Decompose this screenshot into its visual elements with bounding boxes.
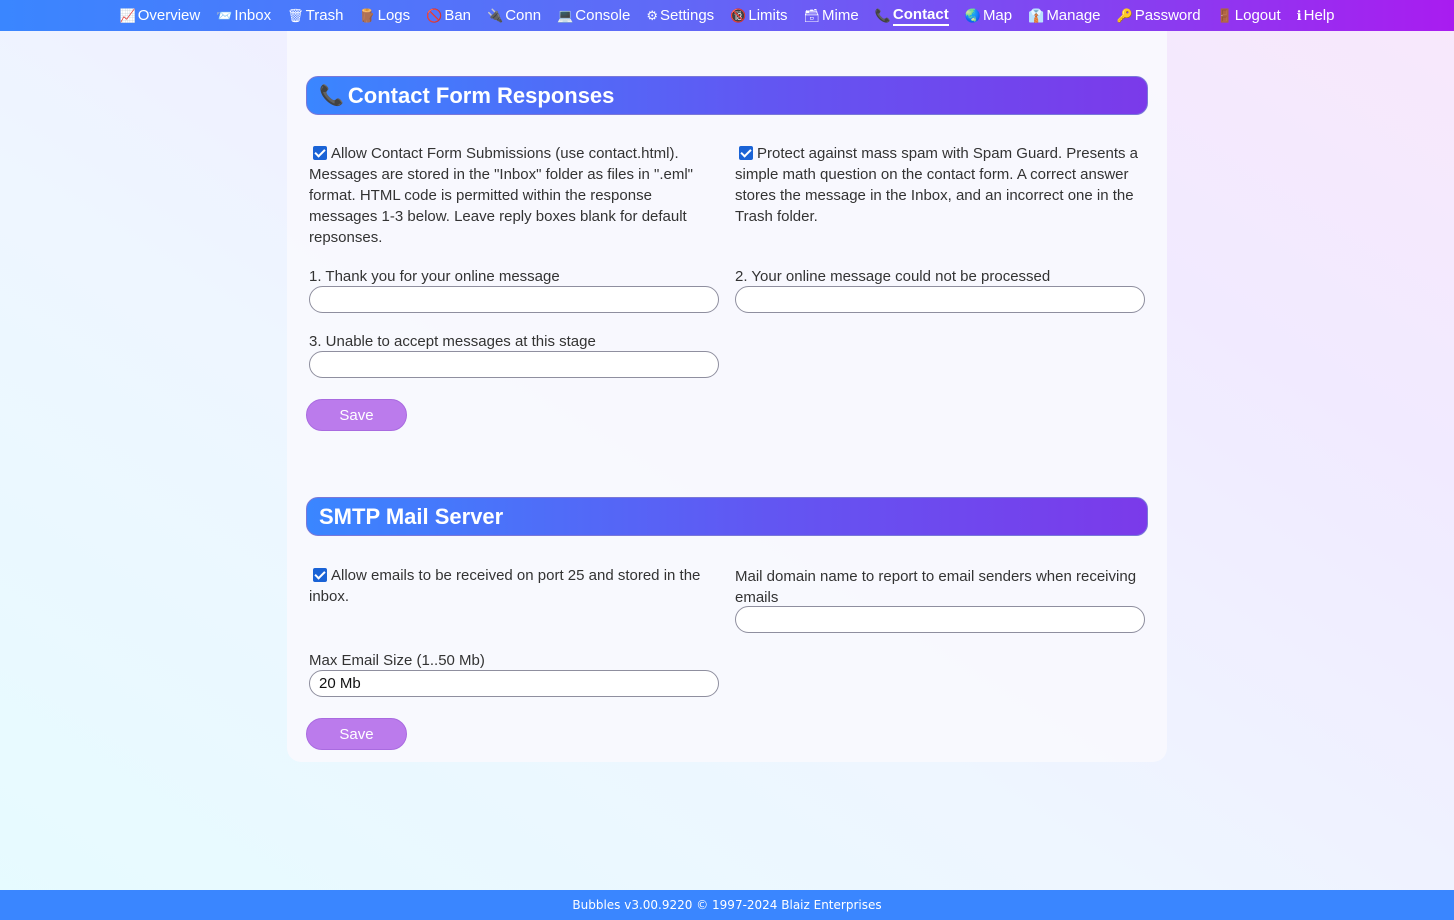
reply1-label: 1. Thank you for your online message: [309, 268, 560, 285]
smtp-save-button[interactable]: Save: [306, 718, 407, 750]
footer: [0, 890, 1454, 920]
nav-logs[interactable]: [351, 0, 418, 31]
reply3-input[interactable]: [309, 351, 719, 378]
smtp-section-header: [306, 497, 1148, 536]
mail-domain-input[interactable]: [735, 606, 1145, 633]
key-icon: 🔑: [1116, 8, 1133, 23]
reply3-label: 3. Unable to accept messages at this stage: [309, 333, 596, 350]
nav-label: Logs: [377, 7, 411, 24]
allow-smtp-option: [309, 565, 719, 607]
nav-mime[interactable]: [796, 0, 867, 31]
nav-console[interactable]: [549, 0, 638, 31]
settings-panel: [287, 31, 1167, 762]
info-icon: ℹ: [1296, 8, 1302, 23]
max-size-input[interactable]: [309, 670, 719, 697]
max-size-label: Max Email Size (1..50 Mb): [309, 652, 485, 669]
nav-label: Settings: [659, 7, 715, 24]
door-icon: 🚪: [1216, 8, 1233, 23]
mail-domain-label: Mail domain name to report to email senders when receiving emails: [735, 568, 1137, 606]
phone-icon: 📞: [874, 8, 891, 23]
allow-contact-text: Allow Contact Form Submissions (use contact.html). Messages are stored in the "Inbox" folder as files in ".eml" format. HTML code is permitted within the response messages 1-3 below. Leave reply boxes blank for default repsonses.: [309, 145, 693, 246]
contact-save-button[interactable]: Save: [306, 399, 407, 431]
nav-password[interactable]: [1109, 0, 1209, 31]
nav-label: Logout: [1234, 7, 1281, 24]
globe-icon: 🌏: [964, 8, 981, 23]
nav-label: Trash: [305, 7, 344, 24]
footer-text: Bubbles v3.00.9220 © 1997-2024 Blaiz Enterprises: [572, 898, 882, 912]
nav-label: Inbox: [234, 7, 272, 24]
nav-overview[interactable]: [112, 0, 209, 31]
log-icon: 🪵: [359, 8, 376, 23]
contact-section-title: Contact Form Responses: [347, 82, 615, 108]
allow-contact-checkbox[interactable]: [313, 146, 327, 160]
nav-label: Contact: [893, 6, 949, 26]
nav-label: Mime: [822, 7, 859, 24]
allow-smtp-text: Allow emails to be received on port 25 and stored in the inbox.: [309, 567, 701, 605]
nav-label: Console: [575, 7, 631, 24]
nav-map[interactable]: [957, 0, 1020, 31]
trash-icon: 🗑: [287, 8, 304, 23]
nav-contact[interactable]: [867, 0, 957, 31]
nav-conn[interactable]: [479, 0, 549, 31]
gear-icon: ⚙: [646, 8, 658, 23]
nav-label: Ban: [444, 7, 472, 24]
nav-label: Help: [1303, 7, 1335, 24]
nav-label: Limits: [748, 7, 788, 24]
nav-label: Manage: [1046, 7, 1101, 24]
nav-inbox[interactable]: [208, 0, 279, 31]
nav-ban[interactable]: [418, 0, 479, 31]
limit-icon: 🔞: [730, 8, 747, 23]
top-nav: [0, 0, 1454, 31]
spam-guard-option: [735, 143, 1145, 227]
nav-label: Overview: [137, 7, 201, 24]
person-icon: 👔: [1028, 8, 1045, 23]
reply2-input[interactable]: [735, 286, 1145, 313]
nav-settings[interactable]: [638, 0, 722, 31]
laptop-icon: 💻: [557, 8, 574, 23]
reply2-label: 2. Your online message could not be processed: [735, 268, 1051, 285]
spam-guard-text: Protect against mass spam with Spam Guard. Presents a simple math question on the contact form. A correct answer stores the message in the Inbox, and an incorrect one in the Trash folder.: [735, 145, 1138, 225]
nav-label: Conn: [505, 7, 542, 24]
ban-icon: 🚫: [426, 8, 443, 23]
contact-section-header: [306, 76, 1148, 115]
allow-smtp-checkbox[interactable]: [313, 568, 327, 582]
nav-help[interactable]: [1289, 0, 1343, 31]
smtp-section-title: SMTP Mail Server: [319, 503, 504, 529]
phone-icon: 📞: [319, 85, 344, 107]
chart-icon: 📈: [119, 8, 136, 23]
nav-label: Map: [982, 7, 1013, 24]
plug-icon: 🔌: [487, 8, 504, 23]
nav-trash[interactable]: [279, 0, 351, 31]
nav-logout[interactable]: [1209, 0, 1289, 31]
reply1-input[interactable]: [309, 286, 719, 313]
allow-contact-option: [309, 143, 719, 248]
spam-guard-checkbox[interactable]: [739, 146, 753, 160]
file-box-icon: 🗃: [803, 8, 821, 23]
inbox-icon: 📨: [216, 8, 233, 23]
nav-manage[interactable]: [1020, 0, 1108, 31]
nav-limits[interactable]: [722, 0, 795, 31]
nav-label: Password: [1134, 7, 1201, 24]
